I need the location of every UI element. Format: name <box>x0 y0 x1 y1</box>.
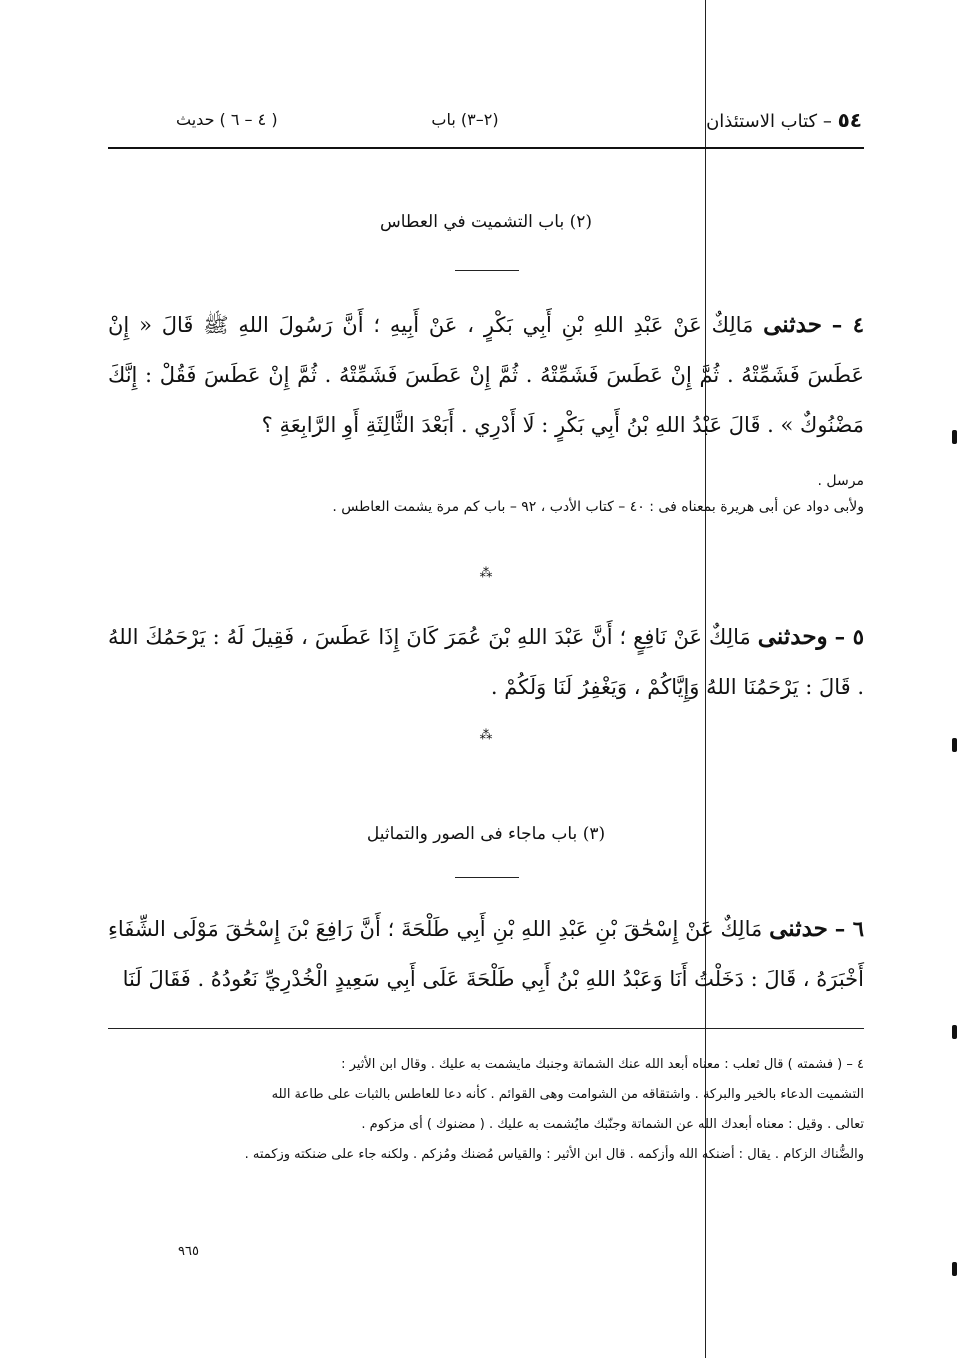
separator-stars: ⁂ <box>479 566 495 581</box>
hadith-opening: وحدثنى <box>757 623 828 650</box>
hadith-5 <box>108 612 864 712</box>
hadith-opening: حدثنى <box>769 915 828 942</box>
edge-mark <box>952 1025 957 1039</box>
hadith-4 <box>108 300 864 450</box>
hadith-text: مَالِكٌ عَنْ عَبْدِ اللهِ بْنِ أَبِي بَكْرٍ ، عَنْ أَبِيهِ ؛ أَنَّ رَسُولَ اللهِ ﷺ قَالَ « إِنْ عَطَسَ فَشَمِّتْهُ . ثُمَّ إِنْ عَطَسَ فَشَمِّتْهُ . ثُمَّ إِنْ عَطَسَ فَشَمِّتْهُ . ثُمَّ إِنْ عَطَسَ فَقُلْ : إِنَّكَ مَضْنُوكٌ » . قَالَ عَبْدُ اللهِ بْنُ أَبِي بَكْرٍ : لَا أَدْرِي . أَبَعْدَ الثَّالِثَةِ أَوِ الرَّابِعَةِ ؟ <box>108 313 864 437</box>
footnote-line: التشميت الدعاء بالخير والبركة . واشتقاقه من الشوامت وهى القوائم . كأنه دعا للعاطس بالثبات على طاعة الله <box>271 1087 864 1102</box>
hadith-number: ٥ – <box>834 624 865 649</box>
edge-mark <box>952 738 957 752</box>
book-title: – كتاب الاستئذان <box>706 111 832 132</box>
running-header <box>108 108 862 142</box>
hadith-text: مَالِكٌ عَنْ إِسْحَٰقَ بْنِ عَبْدِ اللهِ بْنِ أَبِي طَلْحَةَ ؛ أَنَّ رَافِعَ بْنَ إِسْحَٰقَ مَوْلَى الشِّفَاءِ أَخْبَرَهُ ، قَالَ : دَخَلْتُ أَنَا وَعَبْدُ اللهِ بْنُ أَبِي طَلْحَةَ عَلَى أَبِي سَعِيدٍ الْخُدْرِيِّ نَعُودُهُ . فَقَالَ لَنَا <box>108 917 864 991</box>
hadith-note: مرسل . <box>817 473 864 489</box>
header-hadith-ref: ( ٤ – ٦ ) حديث <box>176 110 278 129</box>
edge-mark <box>952 1262 957 1276</box>
print-signature: ٩٦٥ <box>178 1244 199 1259</box>
hadith-opening: حدثنى <box>763 311 822 338</box>
hadith-6 <box>108 904 864 1004</box>
footnote-line: تعالى . وقيل : معناه أبعدك الله عن الشماتة وجنّبك مايُشمت به عليك . ( مضنوك ) أى مزكوم . <box>361 1117 864 1132</box>
footnotes <box>108 1050 864 1170</box>
header-rule <box>108 147 864 149</box>
chapter-rule <box>455 877 519 878</box>
chapter-title: (٣) باب ماجاء فى الصور والتماثيل <box>366 824 606 844</box>
hadith-number: ٤ – <box>831 312 864 337</box>
chapter-title: (٢) باب التشميت في العطاس <box>379 212 593 232</box>
footnote-line: والضُّناك الزكام . يقال : أضنكه الله وأزكمه . قال ابن الأثير : والقياس مُضنك ومُزكم . ولكنه جاء على ضنكته وزكمته . <box>244 1147 864 1162</box>
footnote-rule <box>108 1028 864 1029</box>
page-number: ٥٤ <box>837 108 862 132</box>
footnote-line: ٤ – ( فشمته ) قال ثعلب : معناه أبعد الله عنك الشماتة وجنبك مايشمت به عليك . وقال ابن الأثير : <box>341 1057 864 1072</box>
hadith-4-notes <box>108 468 864 520</box>
chapter-rule <box>455 270 519 271</box>
hadith-number: ٦ – <box>834 916 864 941</box>
separator-stars: ⁂ <box>479 728 495 743</box>
edge-mark <box>952 430 957 444</box>
hadith-note: ولأبى دواد عن أبى هريرة بمعناه فى : ٤٠ – كتاب الأدب ، ٩٢ – باب كم مرة يشمت العاطس . <box>332 499 864 515</box>
header-bab-ref: (٢–٣) باب <box>431 110 499 129</box>
hadith-text: مَالِكٌ عَنْ نَافِعٍ ؛ أَنَّ عَبْدَ اللهِ بْنَ عُمَرَ كَانَ إِذَا عَطَسَ ، فَقِيلَ لَهُ : يَرْحَمُكَ اللهُ . قَالَ : يَرْحَمُنَا اللهُ وَإِيَّاكُمْ ، وَيَغْفِرُ لَنَا وَلَكُمْ . <box>108 625 864 699</box>
